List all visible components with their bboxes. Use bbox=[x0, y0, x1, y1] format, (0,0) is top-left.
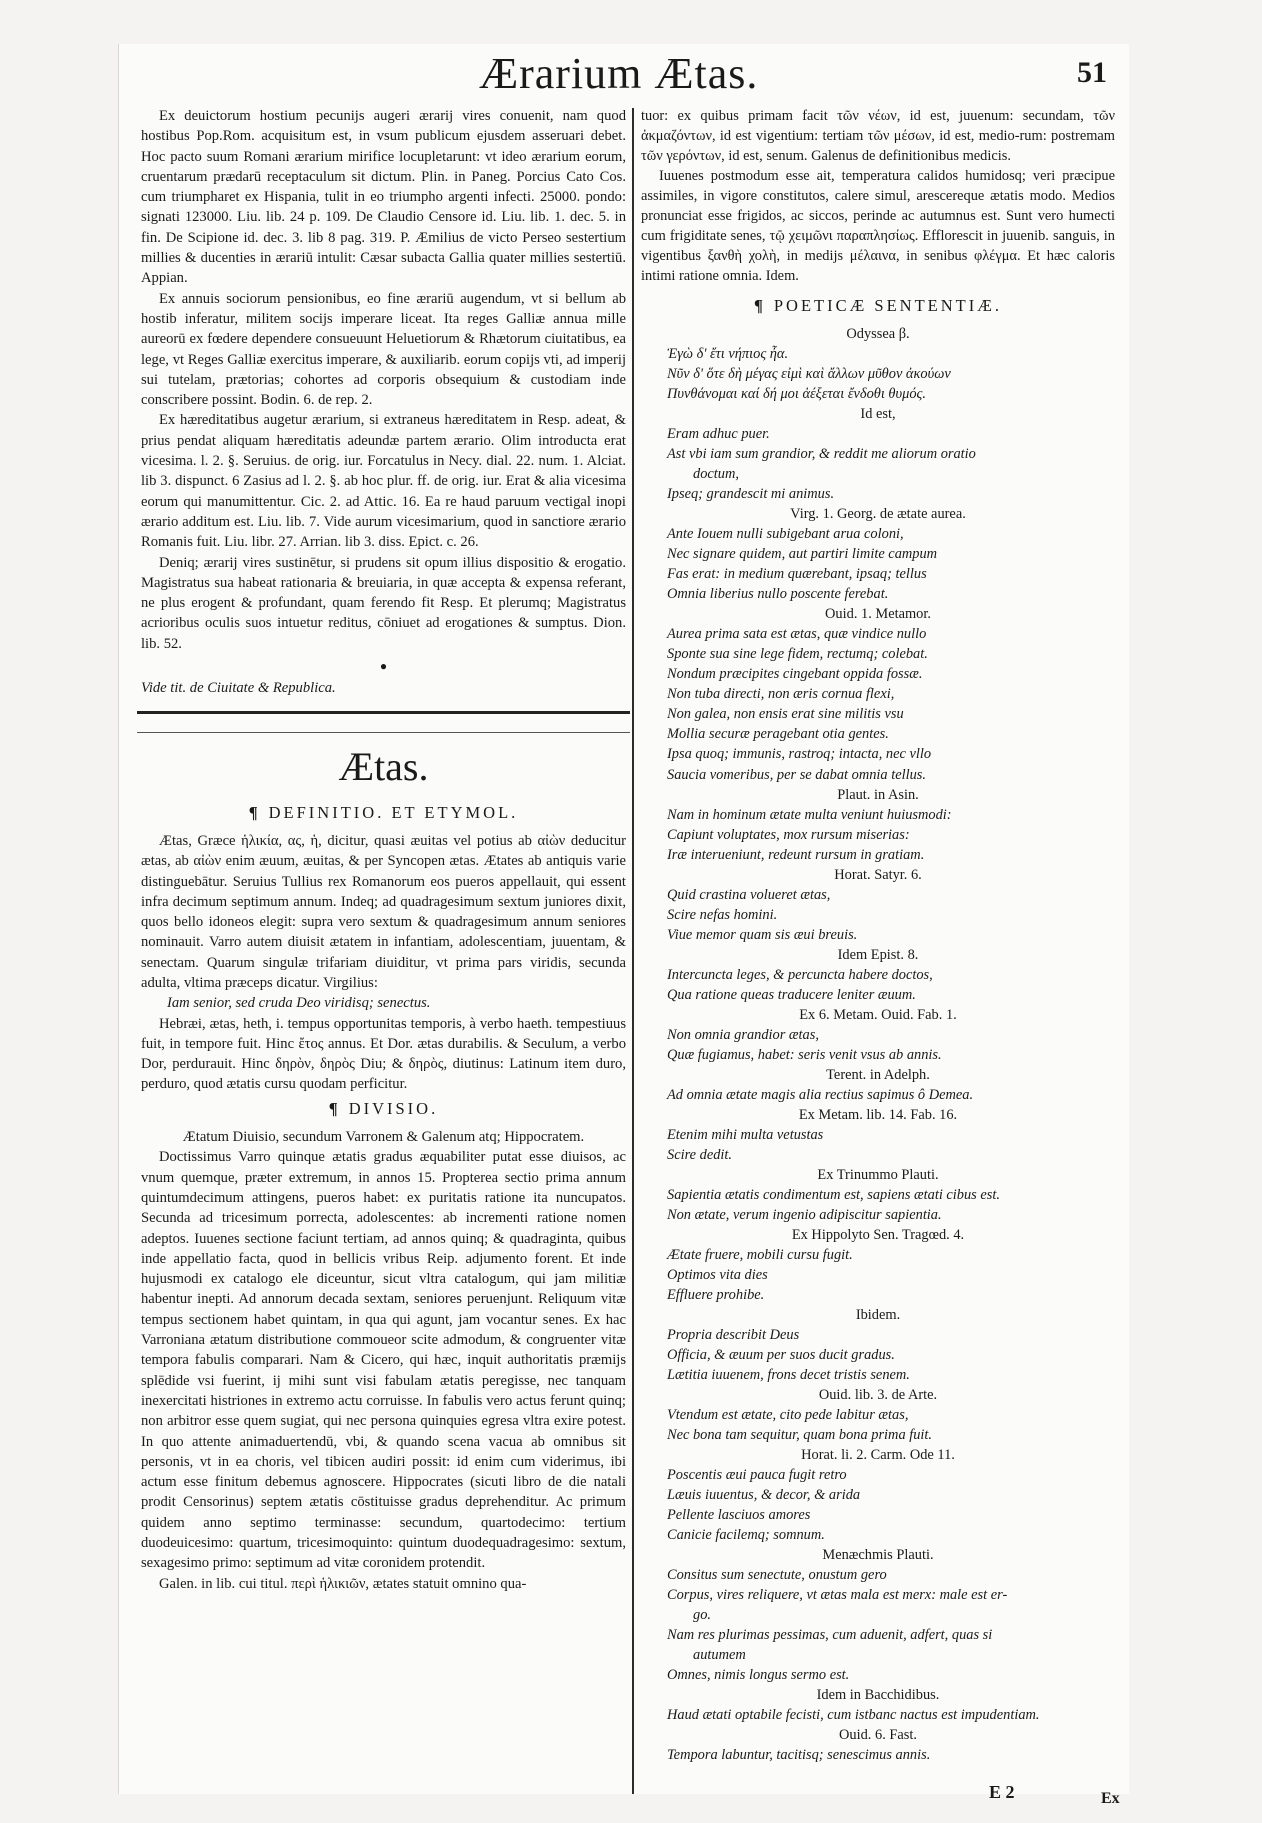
verse-line: Lætitia iuuenem, frons decet tristis senem. bbox=[667, 1366, 910, 1383]
source-citation: Id est, bbox=[860, 406, 896, 423]
verse-line: Non galea, non ensis erat sine militis vsu bbox=[667, 706, 904, 723]
paragraph: Ætas, Græce ἡλικία, ας, ἡ, dicitur, quasi æuitas vel potius ab αἰὼν deducitur ætas, ab αἰὼν enim æuum, æuitas, & per Syncopen ætas. Ætates ab antiquis varie distinguebātur. Seruius Tullius rex Romanorum eos pueros appellauit, qui essent infra decimum septimum annum. Indeq; ad quadragesimum sextum juniores dixit, quos bello idoneos elegit: supra vero sextum & quadragesimum annum seniores nominauit. Varro autem diuisit ætatem in infantiam, adolescentiam, juuentam, & senectam. Quarum singulæ trifariam diuiditur, vt prima pars viridis, secunda adulta, vltima præceps dicatur. Virgilius: bbox=[141, 832, 626, 991]
verse-line: Sponte sua sine lege fidem, rectumq; colebat. bbox=[667, 646, 928, 663]
verse-line: Ipseq; grandescit mi animus. bbox=[667, 486, 835, 503]
verse-line: Omnes, nimis longus sermo est. bbox=[667, 1667, 850, 1684]
section-heading-text: POETICÆ SENTENTIÆ. bbox=[773, 296, 1003, 316]
source-citation: Ibidem. bbox=[855, 1306, 901, 1323]
section-subheading: Ætatum Diuisio, secundum Varronem & Galenum atq; Hippocratem. bbox=[182, 1129, 585, 1146]
source-citation: Odyssea β. bbox=[846, 326, 910, 343]
source-citation: Plaut. in Asin. bbox=[837, 786, 919, 803]
section-rule-thin bbox=[137, 732, 630, 733]
greek-verse: Νῦν δ' ὅτε δὴ μέγας εἰμὶ καὶ ἄλλων μῦθον ἀκούων bbox=[667, 366, 951, 383]
pilcrow-icon: ¶ bbox=[753, 296, 766, 316]
greek-verse: Ἐγὼ δ' ἔτι νήπιος ἦα. bbox=[667, 346, 789, 363]
section-heading bbox=[141, 1099, 626, 1119]
section-rule bbox=[137, 711, 630, 714]
paragraph: Hebræi, ætas, heth, i. tempus opportunitas temporis, à verbo haeth. tempestiuus fuit, in tempore fuit. Hinc ἔτος annus. Et Dor. ætas durabilis. & Seculum, a verbo Dor, perdurauit. Hinc δηρὸν, δηρὸς Diu; & δηρὸς, diutinus: Latinum item duro, perduro, quod ætatis cursu quodam perficitur. bbox=[141, 1015, 626, 1093]
source-citation: Ex Metam. lib. 14. Fab. 16. bbox=[798, 1106, 958, 1123]
verse-line: Eram adhuc puer. bbox=[667, 426, 770, 443]
chapter-title: Ætas. bbox=[338, 743, 429, 789]
verse-line: Non tuba directi, non æris cornua flexi, bbox=[667, 686, 895, 703]
greek-verse: Πυνθάνομαι καί δή μοι ἀέξεται ἔνδοθι θυμός. bbox=[667, 386, 926, 403]
source-citation: Horat. Satyr. 6. bbox=[834, 866, 922, 883]
source-citation: Ouid. 1. Metamor. bbox=[825, 606, 931, 623]
column-divider bbox=[632, 108, 634, 1794]
source-citation: Menæchmis Plauti. bbox=[822, 1547, 934, 1564]
source-citation: Horat. li. 2. Carm. Ode 11. bbox=[801, 1447, 955, 1464]
verse-line: go. bbox=[693, 1607, 711, 1624]
verse-line: Nondum præcipites cingebant oppida fossæ. bbox=[667, 666, 923, 683]
section-heading-text: DEFINITIO. ET ETYMOL. bbox=[268, 802, 519, 822]
paragraph: Doctissimus Varro quinque ætatis gradus æquabiliter putat esse diuisos, ac vnum quemque, præter extremum, in annos 15. Propterea sectio prima annum quintumdecimum attingens, pueros habet: ex puritatis ratione ita nuncupatos. Secunda ad tricesimum porrecta, adolescentes: ab incrementi ratione nomen adeptos. Iuuenes sectione faciunt tertiam, ad annos quinq; & quadraginta, quibus inde appellatio facta, quod in bellicis vribus Reip. adjumento forent. Et inde hujusmodi ex catalogo ele diceuntur, sicut vltra catalogum, qui jam militiæ habentur inepti. Ad annorum decada sextam, seniores peruenjunt. Reliquum vitæ tempus sectionem habet quintam, in qua qui agunt, jam vocantur senes. Ex hac Varroniana ætatum distributione commoueor scite admodum, & congruenter vitæ tempora fabulis comparari. Nam & Cicero, qui hæc, inquit authoritatis præmijs splēdide vsi fuerint, ij mihi sunt visi fabulam ætatis peregisse, nec tanquam inexercitati histriones in extremo actu corruisse. In fabulis vero actus ferunt quinq; non arbitror esse quem sugiat, qui nec persona quinquies egresa vltra exire potest. In quo attente animaduertendū, vbi, & quando scena vacua ab omnibus sit personis, vt in ea choris, vel tibicen audiri possit: id enim cum viderimus, ibi actum esse finitum debemus agnoscere. Hippocrates (sicuti libro de die natali prodit Censorinus) septem ætatis cōstituisse gradus deprehenditur. Ac primum quidem anno septimo terminasse: secundum, quartodecimo: tertium duodeuicesimo: quartum, tricesimoquinto: quintum duodequadragesimo: sextum, sexagesimo primo: septimum ad vitæ coronidem protendit. bbox=[141, 1149, 626, 1572]
book-page bbox=[118, 44, 1129, 1807]
section-heading bbox=[641, 296, 1115, 316]
verse-line: Consitus sum senectute, onustum gero bbox=[667, 1567, 887, 1584]
verse-line: Intercuncta leges, & percuncta habere doctos, bbox=[667, 966, 933, 983]
right-column bbox=[641, 106, 1115, 1765]
verse-line: Læuis iuuentus, & decor, & arida bbox=[667, 1487, 861, 1504]
verse-line: Saucia vomeribus, per se dabat omnia tellus. bbox=[667, 766, 927, 783]
pilcrow-icon: ¶ bbox=[248, 802, 261, 822]
verse-line: Iam senior, sed cruda Deo viridisq; senectus. bbox=[167, 995, 431, 1012]
verse-line: Effluere prohibe. bbox=[667, 1286, 765, 1303]
verse-line: Corpus, vires reliquere, vt ætas mala est merx: male est er- bbox=[667, 1587, 1008, 1604]
verse-line: Ante Iouem nulli subigebant arua coloni, bbox=[667, 526, 904, 543]
verse-line: Pellente lasciuos amores bbox=[667, 1507, 811, 1524]
verse-line: Haud ætati optabile fecisti, cum istbanc nactus est impudentiam. bbox=[667, 1707, 1040, 1724]
verse-line: Tempora labuntur, tacitisq; senescimus annis. bbox=[667, 1747, 931, 1764]
running-head bbox=[119, 44, 1129, 106]
verse-line: Mollia securæ peragebant otia gentes. bbox=[667, 726, 889, 743]
source-citation: Ouid. 6. Fast. bbox=[839, 1727, 917, 1744]
verse-line: Quæ fugiamus, habet: seris venit vsus ab annis. bbox=[667, 1046, 942, 1063]
verse-line: Ætate fruere, mobili cursu fugit. bbox=[667, 1246, 853, 1263]
verse-line: Nec bona tam sequitur, quam bona prima fuit. bbox=[667, 1427, 933, 1444]
source-citation: Virg. 1. Georg. de ætate aurea. bbox=[790, 506, 966, 523]
bullet-mark: ● bbox=[379, 659, 388, 674]
source-citation: Idem in Bacchidibus. bbox=[816, 1687, 940, 1704]
verse-line: Officia, & æuum per suos ducit gradus. bbox=[667, 1346, 895, 1363]
verse-line: Optimos vita dies bbox=[667, 1266, 768, 1283]
catchword: Ex bbox=[1101, 1790, 1120, 1807]
paragraph: Ex deuictorum hostium pecunijs augeri ærarij vires conuenit, nam quod hostibus Pop.Rom. acquisitum est, in vsum publicum ejusdem asseruari debet. Hoc pacto suum Romani ærarium mirifice locupletarunt: vt ideo ærarium eorum, cruentarum prædarū receptaculum sit dictum. Plin. in Paneg. Porcius Cato Cos. cum triumpharet ex Hispania, tulit in eo triumpho argenti infecti. 25000. pondo: signati 123000. Liu. lib. 24 p. 109. De Claudio Censore id. Liu. lib. 1. dec. 5. in fin. De Scipione id. dec. 3. lib 8 pag. 319. P. Æmilius de victo Perseo sestertium millies & ducenties in ærariū intulit: Cæsar subacta Gallia quater millies sestertiū. Appian. bbox=[141, 108, 626, 287]
verse-line: Poscentis æui pauca fugit retro bbox=[667, 1467, 847, 1484]
verse-line: Omnia liberius nullo poscente ferebat. bbox=[667, 586, 889, 603]
left-column bbox=[141, 106, 626, 1594]
verse-line: Sapientia ætatis condimentum est, sapiens ætati cibus est. bbox=[667, 1186, 1000, 1203]
source-citation: Ex Hippolyto Sen. Tragœd. 4. bbox=[791, 1226, 965, 1243]
page-title: Ærarium Ætas. bbox=[479, 49, 759, 98]
verse-line: Qua ratione queas traducere leniter æuum. bbox=[667, 986, 916, 1003]
verse-line: Ipsa quoq; immunis, rastroq; intacta, nec vllo bbox=[667, 746, 932, 763]
paragraph: Iuuenes postmodum esse ait, temperatura calidos humidosq; veri præcipue assimiles, in vigore constitutos, calere simul, arescereque ætatis modo. Medios pronunciat esse frigidos, ac siccos, perinde ac autumnus est. Sunt vero humecti cum frigiditate senes, τῷ χειμῶνι παραπλησίως. Efflorescit in juuenib. sanguis, in vigentibus ξανθὴ χολὴ, in medijs μέλαινα, in senibus φλέγμα. Et hæc caloris intimi ratione omnia. Idem. bbox=[641, 168, 1115, 285]
verse-line: Aurea prima sata est ætas, quæ vindice nullo bbox=[667, 626, 927, 643]
paragraph: tuor: ex quibus primam facit τῶν νέων, id est, juuenum: secundam, τῶν ἀκμαζόντων, id est vigentium: tertiam τῶν μέσων, id est, medio-rum: postremam τῶν γερόντων, id est, senum. Galenus de definitionibus medicis. bbox=[641, 108, 1115, 165]
verse-line: Non ætate, verum ingenio adipiscitur sapientia. bbox=[667, 1206, 942, 1223]
source-citation: Terent. in Adelph. bbox=[826, 1066, 930, 1083]
verse-line: Scire dedit. bbox=[667, 1146, 733, 1163]
verse-line: Nam in hominum ætate multa veniunt huiusmodi: bbox=[667, 806, 952, 823]
source-citation: Ex 6. Metam. Ouid. Fab. 1. bbox=[799, 1006, 957, 1023]
verse-line: Capiunt voluptates, mox rursum miserias: bbox=[667, 826, 910, 843]
cross-reference: Vide tit. de Ciuitate & Republica. bbox=[141, 680, 336, 697]
signature-mark: E 2 bbox=[989, 1782, 1015, 1802]
section-heading-text: DIVISIO. bbox=[348, 1098, 439, 1118]
paragraph: Galen. in lib. cui titul. περὶ ἡλικιῶν, ætates statuit omnino qua- bbox=[159, 1575, 527, 1592]
verse-line: Viue memor quam sis æui breuis. bbox=[667, 926, 858, 943]
verse-line: Non omnia grandior ætas, bbox=[667, 1026, 819, 1043]
section-heading bbox=[141, 803, 626, 823]
verse-line: Ast vbi iam sum grandior, & reddit me aliorum oratio bbox=[667, 446, 976, 463]
source-citation: Idem Epist. 8. bbox=[837, 946, 919, 963]
verse-line: Canicie facilemq; somnum. bbox=[667, 1527, 825, 1544]
verse-line: Iræ interueniunt, redeunt rursum in gratiam. bbox=[667, 846, 925, 863]
verse-line: Propria describit Deus bbox=[667, 1326, 800, 1343]
verse-line: Vtendum est ætate, cito pede labitur ætas, bbox=[667, 1407, 909, 1423]
verse-line: doctum, bbox=[693, 466, 739, 483]
verse-line: Nec signare quidem, aut partiri limite campum bbox=[667, 546, 938, 563]
verse-line: Ad omnia ætate magis alia rectius sapimus ô Demea. bbox=[667, 1086, 974, 1103]
paragraph: Deniq; ærarij vires sustinētur, si prudens sit opum illius dispositio & erogatio. Magistratus sua habeat rationaria & breuiaria, in quæ accepta & expensa referant, ne plus erogent & profundant, quam ferendo fit Resp. Et plerumq; Magistratus acrioribus oculis suos intuetur reditus, cōniuet ad erogationes & sumptus. Dion. lib. 52. bbox=[141, 554, 626, 652]
source-citation: Ouid. lib. 3. de Arte. bbox=[818, 1386, 938, 1403]
verse-line: Nam res plurimas pessimas, cum aduenit, adfert, quas si bbox=[667, 1627, 993, 1644]
verse-line: autumem bbox=[693, 1647, 746, 1664]
verse-line: Quid crastina volueret ætas, bbox=[667, 886, 831, 903]
source-citation: Ex Trinummo Plauti. bbox=[817, 1166, 939, 1183]
paragraph: Ex hæreditatibus augetur ærarium, si extraneus hæreditatem in Resp. adeat, & prius pendat aliquam hæreditatis adeundæ partem ærario. Olim introducta erat vicesima. l. 2. §. Seruius. de orig. iur. Forcatulus in Necy. dial. 22. num. 1. Alciat. lib 3. dispunct. 6 Zasius ad l. 2. §. ab hoc plur. ff. de orig. iur. Erat & alia vicesima eorum qui manumittentur. Cic. 2. ad Attic. 16. Ea re haud paruum vectigal inopi ærario additum est. Liu. lib. 7. Vide aurum vicesimarium, quod in sanctiore ærario Romanis fuit. Liu. libr. 27. Arrian. lib 3. diss. Epict. c. 26. bbox=[141, 412, 626, 551]
verse-line: Fas erat: in medium quærebant, ipsaq; tellus bbox=[667, 566, 927, 583]
paragraph: Ex annuis sociorum pensionibus, eo fine ærariū augendum, vt si bellum ab hostib inferatur, militem socijs imperare liceat. Ita reges Galliæ annua mille aureorū ex fœdere dependere consueuunt Heluetiorum & Rhætorum ciuitatibus, ea lege, vt Reges Galliæ exercitus imperare, & auxiliarib. eorum copijs vti, ad imperij sui tutelam, prætorias; cohortes ad corporis obsequium & custodiam inde conscribere possint. Bodin. 6. de rep. 2. bbox=[141, 290, 626, 409]
page-number: 51 bbox=[1077, 56, 1107, 89]
verse-line: Scire nefas homini. bbox=[667, 906, 778, 923]
verse-line: Etenim mihi multa vetustas bbox=[667, 1126, 824, 1143]
pilcrow-icon: ¶ bbox=[328, 1098, 341, 1118]
